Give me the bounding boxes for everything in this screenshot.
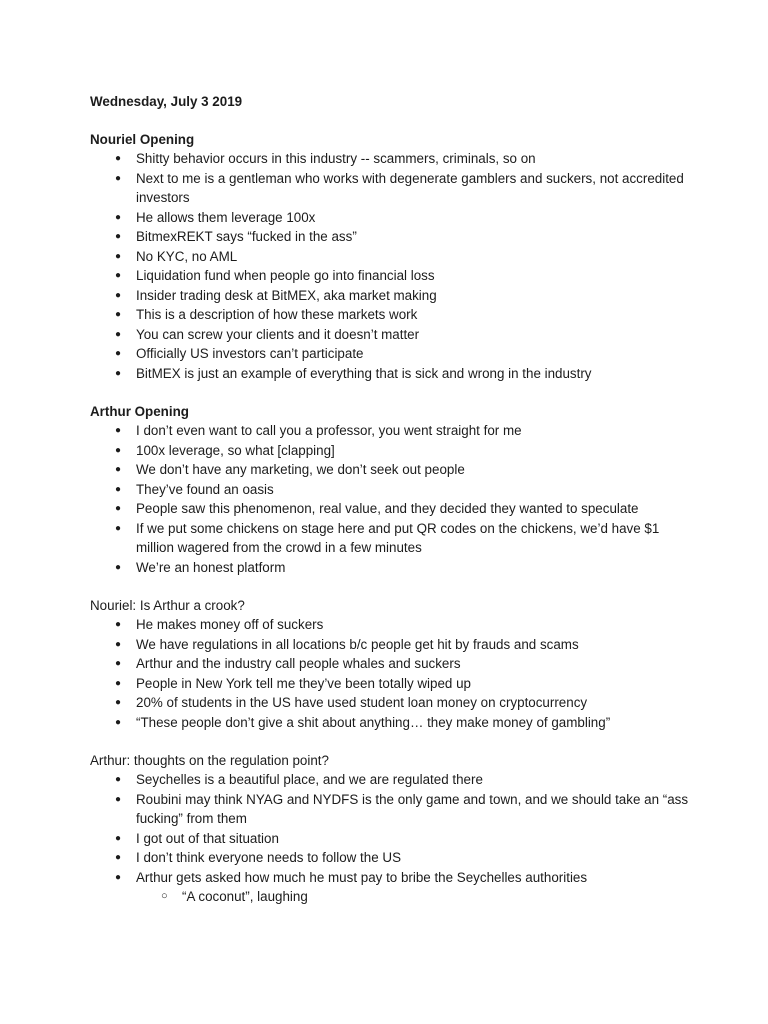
- bullet-icon: ●: [115, 774, 122, 785]
- list-item-text: “These people don’t give a shit about anything… they make money of gambling”: [136, 714, 611, 730]
- list-item: [90, 480, 690, 500]
- list-item-text: This is a description of how these markets work: [136, 307, 418, 322]
- list-item-text: He allows them leverage 100x: [136, 209, 316, 225]
- list-item: [90, 829, 690, 849]
- bullet-icon: ●: [115, 211, 122, 223]
- list-item: [90, 227, 690, 247]
- section-heading: Arthur Opening: [90, 404, 189, 419]
- bullet-list: [90, 421, 690, 577]
- bullet-icon: ●: [115, 464, 122, 475]
- list-item-text: If we put some chickens on stage here and put QR codes on the chickens, we’d have $1 million wagered from the crowd in a few minutes: [136, 520, 660, 555]
- section-arthur-regulation: [90, 751, 690, 907]
- bullet-list: [90, 615, 690, 732]
- bullet-list: [90, 149, 690, 383]
- list-item: [90, 169, 690, 208]
- list-item: [90, 460, 690, 480]
- list-item: [90, 344, 690, 364]
- list-item: [90, 713, 690, 733]
- bullet-icon: ●: [115, 619, 122, 630]
- list-item: [90, 208, 690, 228]
- section-heading: Arthur: thoughts on the regulation point?: [90, 753, 329, 768]
- list-item-text: 20% of students in the US have used student loan money on cryptocurrency: [136, 695, 588, 710]
- bullet-icon: ●: [115, 367, 122, 379]
- list-item-text: Next to me is a gentleman who works with degenerate gamblers and suckers, not accredited investors: [136, 170, 684, 205]
- list-item: [90, 635, 690, 655]
- bullet-icon: ●: [115, 852, 122, 863]
- bullet-icon: ●: [115, 231, 122, 242]
- list-item-text: We don’t have any marketing, we don’t seek out people: [136, 462, 465, 477]
- bullet-icon: ●: [115, 522, 122, 534]
- bullet-list: [90, 770, 690, 907]
- list-item: [90, 615, 690, 635]
- list-item: [90, 305, 690, 325]
- sub-list-item-text: “A coconut”, laughing: [182, 889, 308, 904]
- section-heading: Nouriel: Is Arthur a crook?: [90, 598, 245, 613]
- list-item-text: You can screw your clients and it doesn’t matter: [136, 326, 420, 342]
- list-item: [90, 558, 690, 578]
- bullet-icon: ●: [115, 561, 122, 573]
- section-heading: Nouriel Opening: [90, 132, 195, 147]
- list-item-text: I don’t even want to call you a professor, you went straight for me: [136, 423, 522, 438]
- list-item-text: BitmexREKT says “fucked in the ass”: [136, 229, 357, 244]
- list-item: [90, 421, 690, 441]
- list-item: [90, 325, 690, 345]
- list-item: [90, 693, 690, 713]
- bullet-icon: ●: [115, 697, 122, 708]
- list-item: [90, 674, 690, 694]
- list-item-text: 100x leverage, so what [clapping]: [136, 442, 335, 458]
- list-item-text: Liquidation fund when people go into financial loss: [136, 268, 435, 283]
- list-item-text: No KYC, no AML: [136, 248, 238, 264]
- bullet-icon: ●: [115, 638, 122, 650]
- bullet-icon: ●: [115, 677, 122, 689]
- section-nouriel-crook: [90, 596, 690, 732]
- circle-bullet-icon: ○: [161, 890, 168, 902]
- bullet-icon: ●: [115, 270, 122, 281]
- list-item-text: Seychelles is a beautiful place, and we are regulated there: [136, 772, 483, 787]
- list-item: [90, 654, 690, 674]
- list-item: [90, 519, 690, 558]
- list-item-text: We have regulations in all locations b/c people get hit by frauds and scams: [136, 636, 579, 652]
- list-item: [90, 266, 690, 286]
- document-page: [90, 92, 690, 907]
- bullet-icon: ●: [115, 871, 122, 883]
- list-item: [90, 770, 690, 790]
- sub-list-item: [136, 887, 690, 907]
- list-item-text: Officially US investors can’t participate: [136, 346, 364, 361]
- list-item-text: People in New York tell me they’ve been totally wiped up: [136, 675, 471, 691]
- bullet-icon: ●: [115, 250, 122, 262]
- list-item: [90, 499, 690, 519]
- section-nouriel-opening: [90, 130, 690, 383]
- list-item-text: I got out of that situation: [136, 830, 279, 846]
- bullet-icon: ●: [115, 348, 122, 359]
- list-item: [90, 868, 690, 907]
- bullet-icon: ●: [115, 716, 122, 728]
- document-date: Wednesday, July 3 2019: [90, 94, 243, 109]
- list-item: [90, 149, 690, 169]
- list-item-text: We’re an honest platform: [136, 559, 286, 575]
- bullet-icon: ●: [115, 153, 122, 164]
- bullet-icon: ●: [115, 328, 122, 340]
- list-item-text: Shitty behavior occurs in this industry -- scammers, criminals, so on: [136, 151, 536, 166]
- bullet-icon: ●: [115, 658, 122, 669]
- bullet-icon: ●: [115, 832, 122, 844]
- sub-bullet-list: [136, 887, 690, 907]
- bullet-icon: ●: [115, 503, 122, 514]
- bullet-icon: ●: [115, 444, 122, 456]
- list-item-text: Arthur and the industry call people whales and suckers: [136, 656, 461, 671]
- list-item-text: People saw this phenomenon, real value, and they decided they wanted to speculate: [136, 501, 639, 516]
- bullet-icon: ●: [115, 793, 122, 805]
- list-item-text: BitMEX is just an example of everything that is sick and wrong in the industry: [136, 365, 592, 381]
- list-item: [90, 247, 690, 267]
- list-item-text: I don’t think everyone needs to follow the US: [136, 850, 401, 865]
- section-arthur-opening: [90, 402, 690, 577]
- list-item-text: Arthur gets asked how much he must pay to bribe the Seychelles authorities: [136, 869, 588, 885]
- list-item: [90, 286, 690, 306]
- bullet-icon: ●: [115, 172, 122, 184]
- list-item: [90, 848, 690, 868]
- list-item-text: Insider trading desk at BitMEX, aka market making: [136, 287, 437, 303]
- list-item: [90, 364, 690, 384]
- list-item: [90, 790, 690, 829]
- list-item-text: They’ve found an oasis: [136, 481, 274, 497]
- bullet-icon: ●: [115, 483, 122, 495]
- bullet-icon: ●: [115, 289, 122, 301]
- list-item-text: Roubini may think NYAG and NYDFS is the only game and town, and we should take an “ass fucking” from them: [136, 791, 689, 826]
- bullet-icon: ●: [115, 425, 122, 436]
- bullet-icon: ●: [115, 309, 122, 320]
- list-item-text: He makes money off of suckers: [136, 617, 324, 632]
- list-item: [90, 441, 690, 461]
